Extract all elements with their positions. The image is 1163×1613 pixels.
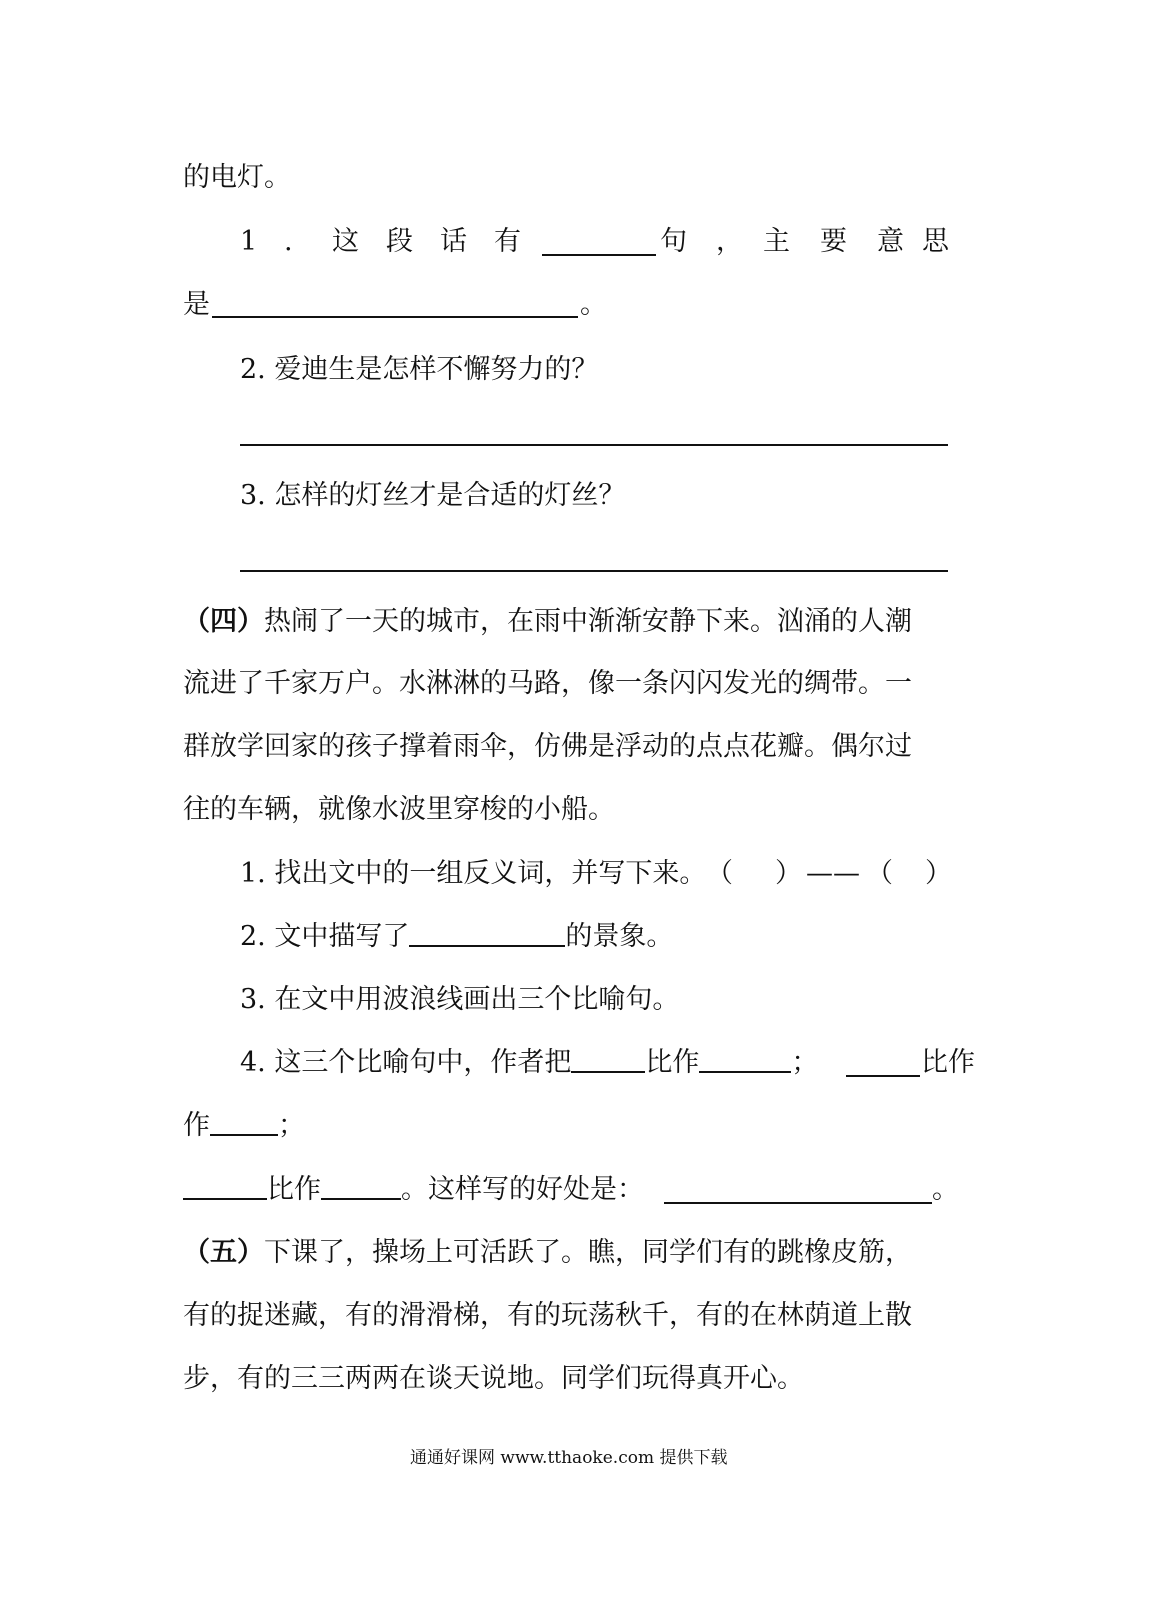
q3-item1-c9: 主: [763, 226, 790, 257]
q3-item2-answer-line[interactable]: [240, 444, 948, 446]
q4-item1-paren-open-2: （: [866, 858, 893, 889]
q5-label: （五）: [183, 1237, 264, 1268]
q3-item1-c7: 句: [660, 226, 687, 257]
q3-item3-answer-line[interactable]: [240, 570, 948, 572]
q4-item1: [240, 856, 706, 892]
q4-line-1: [183, 604, 912, 640]
q3-item1-c12: 思: [922, 226, 949, 257]
q3-item1-blank2[interactable]: [212, 316, 578, 318]
q4-item4: [240, 1045, 818, 1081]
q3-item1-c1: 1: [240, 226, 258, 257]
q4-item1-paren-close-2: ）: [925, 858, 952, 889]
q4-label: （四）: [183, 606, 264, 637]
q4-item4-blank1[interactable]: [571, 1045, 645, 1073]
page-footer: 通通好课网 www.tthaoke.com 提供下载: [410, 1448, 728, 1468]
q4-item4-blank2[interactable]: [699, 1045, 791, 1073]
q4-line-4: 往的车辆，就像水波里穿梭的小船。: [183, 794, 615, 825]
q4-item3: 3. 在文中用波浪线画出三个比喻句。: [240, 984, 680, 1015]
q4-item4-blank3[interactable]: [846, 1075, 920, 1077]
q3-item1-line2-start: 是: [183, 289, 210, 320]
q3-item1-c3: 这: [332, 226, 359, 257]
q3-item1-blank1[interactable]: [542, 254, 656, 256]
q3-item1-c10: 要: [820, 226, 847, 257]
q3-carry-text: 的电灯。: [183, 162, 291, 193]
q3-item1-c5: 话: [440, 226, 467, 257]
q5-text-1: 下课了，操场上可活跃了。瞧，同学们有的跳橡皮筋，: [264, 1237, 912, 1268]
q4-item1-text: 1. 找出文中的一组反义词，并写下来。: [240, 858, 707, 889]
q4-item2: [240, 919, 673, 955]
q3-item1-c8: ，: [716, 226, 743, 257]
q4-item4-blank6[interactable]: [321, 1172, 401, 1200]
q4-item4-blank5[interactable]: [183, 1172, 267, 1200]
q4-item4-cont: [183, 1108, 305, 1144]
q3-item1-c6: 有: [494, 226, 521, 257]
q4-item4-blank4[interactable]: [210, 1108, 278, 1136]
q3-item1-c2: .: [284, 226, 293, 257]
q4-item4-prefix: 4. 这三个比喻句中，作者把: [240, 1047, 572, 1078]
q4-item4-cont-start: 作: [183, 1110, 210, 1141]
q3-item1-line2-end: 。: [580, 289, 607, 320]
q5-line-1: [183, 1235, 912, 1271]
q4-item2-prefix: 2. 文中描写了: [240, 921, 410, 952]
q4-item4-semicolon: ；: [791, 1047, 819, 1078]
q5-line-2: 有的捉迷藏，有的滑滑梯，有的玩荡秋千，有的在林荫道上散: [183, 1300, 912, 1331]
q4-item1-dash: ——: [806, 858, 860, 889]
q4-item2-blank[interactable]: [409, 919, 565, 947]
q5-line-3: 步，有的三三两两在谈天说地。同学们玩得真开心。: [183, 1363, 804, 1394]
q3-item1-c4: 段: [386, 226, 413, 257]
q3-item2: 2. 爱迪生是怎样不懈努力的？: [240, 354, 599, 385]
q4-item1-paren-open-1: （: [706, 858, 733, 889]
q3-item3: 3. 怎样的灯丝才是合适的灯丝？: [240, 480, 626, 511]
q4-item1-paren-close-1: ）: [775, 858, 802, 889]
q4-item2-suffix: 的景象。: [565, 921, 674, 952]
q4-item4-last: [183, 1172, 644, 1208]
q4-item4-benefit-blank[interactable]: [664, 1202, 932, 1204]
q4-item4-cont-semicolon: ；: [278, 1110, 305, 1141]
q4-line-3: 群放学回家的孩子撑着雨伞，仿佛是浮动的点点花瓣。偶尔过: [183, 731, 912, 762]
q4-text-1: 热闹了一天的城市，在雨中渐渐安静下来。汹涌的人潮: [264, 606, 912, 637]
q3-item1-c11: 意: [877, 226, 904, 257]
q4-item4-compare-1: 比作: [645, 1047, 700, 1078]
q4-item4-compare-2: 比作: [921, 1047, 975, 1078]
q4-item4-end: 。: [932, 1174, 959, 1205]
q4-item4-benefit: 。这样写的好处是：: [401, 1174, 644, 1205]
q4-line-2: 流进了千家万户。水淋淋的马路，像一条闪闪发光的绸带。一: [183, 668, 912, 699]
q4-item4-last-compare: 比作: [267, 1174, 321, 1205]
